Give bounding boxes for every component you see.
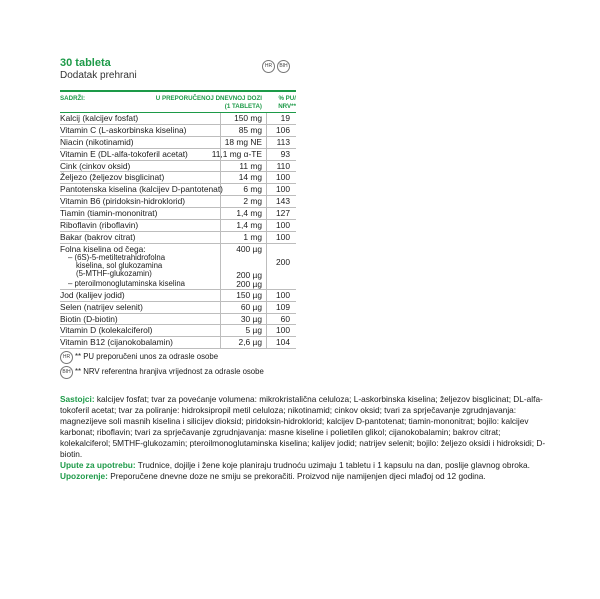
nutrient-nrv: 100 <box>276 325 290 336</box>
usage-text: Trudnice, dojilje i žene koje planiraju trudnoću uzimaju 1 tabletu i 1 kapsulu na dan, poslije glavnog obroka. <box>135 460 530 470</box>
column-divider <box>266 149 267 160</box>
nutrient-amount: 18 mg NE <box>224 136 262 147</box>
column-divider <box>220 302 221 313</box>
column-divider <box>220 113 221 124</box>
folna-sub1-amount: 200 µg <box>236 269 262 280</box>
column-divider <box>266 125 267 136</box>
rows-after <box>60 290 296 349</box>
nutrient-amount: 14 mg <box>238 172 262 183</box>
header-amount-line1: U PREPORUČENOJ DNEVNOJ DOZI <box>155 95 262 102</box>
nutrient-nrv: 19 <box>280 113 290 123</box>
column-divider <box>266 184 267 195</box>
nutrient-amount: 150 mg <box>234 113 262 123</box>
usage-paragraph <box>60 460 548 471</box>
usage-label: Upute za upotrebu: <box>60 460 136 470</box>
folna-sub2: – pteroilmonoglutaminska kiselina <box>68 278 186 288</box>
footnote-bih <box>60 366 300 381</box>
nutrient-nrv: 109 <box>276 301 290 312</box>
nutrient-amount: 60 µg <box>240 301 262 312</box>
nutrient-nrv: 100 <box>276 289 290 300</box>
column-divider <box>266 337 267 348</box>
language-badges <box>262 60 290 73</box>
column-divider <box>220 325 221 336</box>
nutrient-name: Niacin (nikotinamid) <box>60 136 134 147</box>
column-divider <box>220 137 221 148</box>
table-row <box>60 208 296 220</box>
product-header <box>60 57 300 87</box>
hr-badge: HR <box>262 60 275 73</box>
bih-badge: BIH <box>60 366 73 379</box>
nutrient-name: Vitamin B12 (cijanokobalamin) <box>60 337 173 348</box>
nutrient-amount: 1,4 mg <box>236 220 262 231</box>
table-row <box>60 232 296 244</box>
column-divider <box>266 325 267 336</box>
nutrient-amount: 5 µg <box>245 325 262 336</box>
hr-badge: HR <box>60 351 73 364</box>
column-divider <box>220 172 221 183</box>
folna-nrv: 200 <box>276 256 290 267</box>
table-row <box>60 149 296 161</box>
nutrient-nrv: 100 <box>276 220 290 231</box>
nutrient-amount: 6 mg <box>243 184 262 195</box>
nutrient-amount: 1,4 mg <box>236 208 262 219</box>
table-row <box>60 137 296 149</box>
ingredients-paragraph <box>60 394 548 460</box>
nutrient-name: Kalcij (kalcijev fosfat) <box>60 113 139 123</box>
nutrient-amount: 2 mg <box>243 196 262 207</box>
rows-before <box>60 113 296 244</box>
column-divider <box>266 220 267 231</box>
nutrient-name: Vitamin E (DL-alfa-tokoferil acetat) <box>60 148 188 159</box>
column-divider <box>220 232 221 243</box>
folna-sub1-line2: kiselina, sol glukozamina <box>76 260 163 270</box>
header-nrv-line1: % PU/ <box>278 95 296 102</box>
product-subtitle: Dodatak prehrani <box>60 70 137 81</box>
nutrient-name: Pantotenska kiselina (kalcijev D-pantotenat) <box>60 184 223 195</box>
nutrient-amount: 1 mg <box>243 231 262 242</box>
header-name: SADRŽI: <box>60 95 86 102</box>
column-divider <box>266 290 267 301</box>
footnote-text: ** PU preporučeni unos za odrasle osobe <box>75 352 219 361</box>
nutrient-nrv: 93 <box>280 148 290 159</box>
column-divider <box>266 113 267 124</box>
nutrient-name: Tiamin (tiamin-mononitrat) <box>60 208 158 219</box>
table-row <box>60 196 296 208</box>
header-nrv <box>266 95 296 110</box>
nutrient-nrv: 100 <box>276 231 290 242</box>
column-divider <box>266 232 267 243</box>
nutrient-nrv: 104 <box>276 337 290 348</box>
footnote-text: ** NRV referentna hranjiva vrijednost za odrasle osobe <box>75 367 264 376</box>
column-divider <box>220 125 221 136</box>
footnote-hr <box>60 351 300 366</box>
nutrient-name: Selen (natrijev selenit) <box>60 301 143 312</box>
nutrient-nrv: 100 <box>276 172 290 183</box>
column-divider <box>266 314 267 325</box>
nutrient-name: Vitamin C (L-askorbinska kiselina) <box>60 124 187 135</box>
column-divider <box>266 172 267 183</box>
column-divider <box>220 290 221 301</box>
nutrient-name: Vitamin B6 (piridoksin-hidroklorid) <box>60 196 186 207</box>
nutrient-name: Riboflavin (riboflavin) <box>60 220 139 231</box>
nutrient-nrv: 110 <box>276 160 290 171</box>
nutrient-name: Vitamin D (kolekalciferol) <box>60 325 153 336</box>
ingredients-section <box>60 394 548 482</box>
folna-amount: 400 µg <box>236 243 262 254</box>
column-divider <box>220 337 221 348</box>
header-amount <box>156 95 262 110</box>
column-divider <box>266 208 267 219</box>
column-divider <box>266 244 267 289</box>
nutrient-amount: 85 mg <box>238 124 262 135</box>
table-row <box>60 125 296 137</box>
nutrient-nrv: 106 <box>276 124 290 135</box>
table-header <box>60 92 296 113</box>
table-row <box>60 113 296 125</box>
table-row <box>60 290 296 302</box>
table-row-folna <box>60 244 296 290</box>
ingredients-label: Sastojci: <box>60 394 95 404</box>
column-divider <box>220 196 221 207</box>
nutrient-name: Jod (kalijev jodid) <box>60 289 125 300</box>
table-row <box>60 220 296 232</box>
warning-label: Upozorenje: <box>60 471 108 481</box>
header-amount-line2: (1 TABLETA) <box>224 102 262 110</box>
warning-paragraph <box>60 471 548 482</box>
nutrient-name: Cink (cinkov oksid) <box>60 160 131 171</box>
nutrient-amount: 30 µg <box>240 313 262 324</box>
table-row <box>60 325 296 337</box>
nutrient-amount: 11 mg <box>239 160 262 171</box>
ingredients-text: kalcijev fosfat; tvar za povećanje volumena: mikrokristalična celuloza; L-askorbinska kiselina; željezov bisglicinat; DL-alfa-tokoferil acetat; tvar za poliranje: hidroksipropil metil celuloza; nikotinamid; cinkov oksid; tvari za sprječavanje zgrudnjavanja: magnezijeve soli masnih kiselina i silicijev dioksid; piridoksin-hidroklorid; kalcijev D-pantotenat; tiamin-mononitrat; bojilo: kalcijev karbonat; riboflavin; tvari za sprječavanje zgrudnjavanja: masne kiseline i polietilen glikol; cijanokobalamin; bakrov citrat; kolekalciferol; 5MTHF-glukozamin; pteroilmonoglutaminska kiselina; kalijev jodid; natrijev selenit; bojilo: željezo oksidi i hidroksidi; D-biotin. <box>60 394 546 459</box>
table-row <box>60 302 296 314</box>
nutrition-table <box>60 90 296 349</box>
header-nrv-line2: NRV** <box>278 102 296 110</box>
warning-text: Preporučene dnevne doze ne smiju se prekoračiti. Proizvod nije namijenjen djeci mlađoj od 12 godina. <box>107 471 486 481</box>
nutrient-name: Biotin (D-biotin) <box>60 313 118 324</box>
column-divider <box>220 220 221 231</box>
table-row <box>60 161 296 173</box>
table-row <box>60 314 296 326</box>
table-row <box>60 172 296 184</box>
nutrient-nrv: 100 <box>276 184 290 195</box>
nutrient-amount: 2,6 µg <box>238 337 262 348</box>
nutrient-nrv: 143 <box>276 196 290 207</box>
column-divider <box>266 302 267 313</box>
nutrient-amount: 11,1 mg α-TE <box>211 148 262 159</box>
nutrient-nrv: 60 <box>280 313 290 324</box>
folna-sub2-amount: 200 µg <box>236 278 262 289</box>
footnotes <box>60 351 300 381</box>
folna-sub1-line1: – (6S)-5-metiltetrahidrofolna <box>68 252 166 262</box>
folna-name: Folna kiselina od čega: <box>60 243 146 254</box>
nutrient-nrv: 127 <box>276 208 290 219</box>
folna-sub1-line3: (5-MTHF-glukozamin) <box>76 268 152 278</box>
nutrient-amount: 150 µg <box>236 289 262 300</box>
column-divider <box>220 314 221 325</box>
nutrient-name: Željezo (željezov bisglicinat) <box>60 172 165 183</box>
column-divider <box>266 161 267 172</box>
nutrient-nrv: 113 <box>276 136 290 147</box>
column-divider <box>266 196 267 207</box>
column-divider <box>266 137 267 148</box>
bih-badge: BIH <box>277 60 290 73</box>
column-divider <box>220 244 221 289</box>
table-row <box>60 184 296 196</box>
column-divider <box>220 161 221 172</box>
nutrient-name: Bakar (bakrov citrat) <box>60 231 136 242</box>
table-row <box>60 337 296 349</box>
column-divider <box>220 208 221 219</box>
product-title: 30 tableta <box>60 57 111 69</box>
